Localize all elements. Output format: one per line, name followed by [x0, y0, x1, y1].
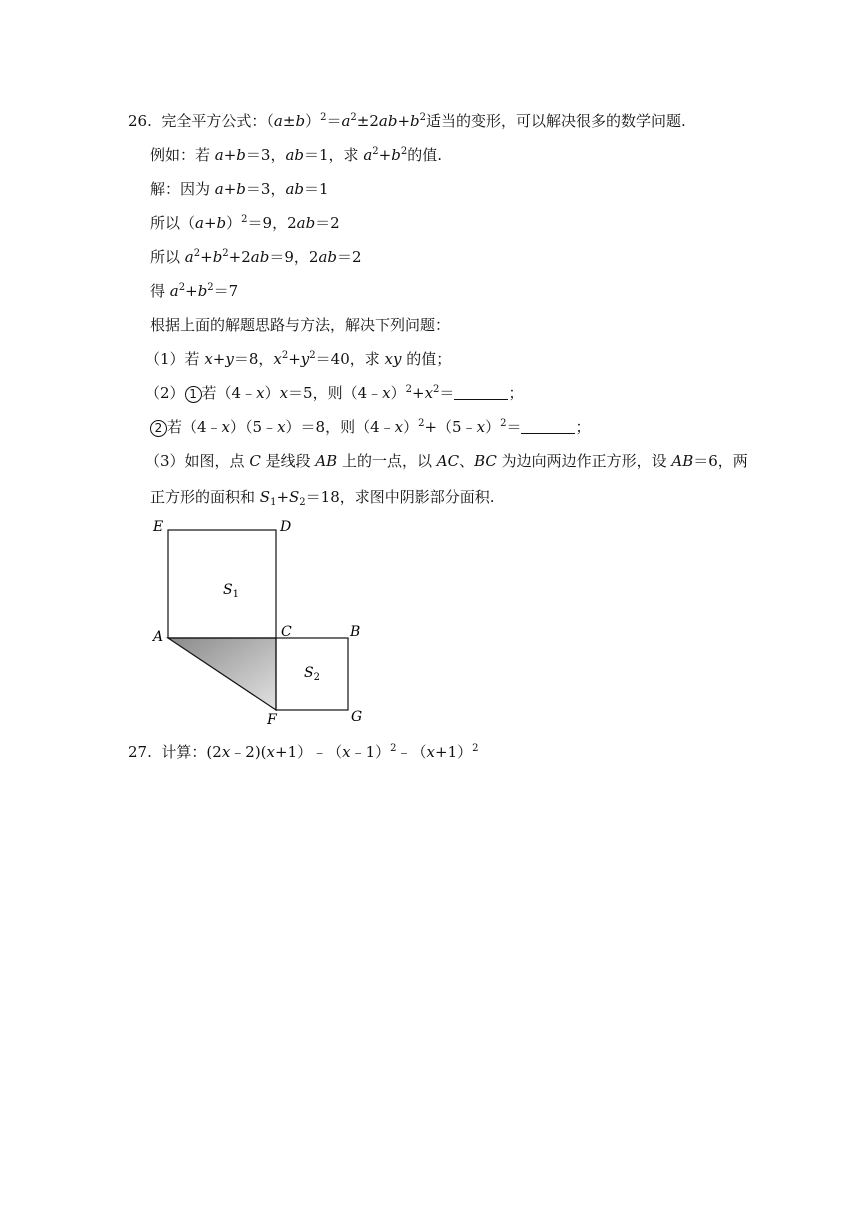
question-number: 27. [128, 743, 152, 761]
label-F: F [267, 712, 277, 728]
label-S1: $S_1$ [223, 582, 239, 600]
example-line-4: 所以 $a^2+b^2+2ab=9$，2ab＝2 [150, 248, 362, 266]
answer-blank-1[interactable] [454, 385, 508, 400]
circled-number-2: 2 [150, 420, 167, 437]
example-line-3: 所以$(a+b)^2=9$，2ab＝2 [150, 214, 340, 232]
example-line-2: 解：因为 a+b＝3，ab＝1 [150, 180, 329, 198]
part-2-1: （2） 1 若（4﹣x）x＝5，则$(4﹣x)^2+x^2=$ ； [145, 384, 524, 402]
square-s1 [168, 530, 276, 638]
part-3-line-2: 正方形的面积和 $S_1+S_2=18$，求图中阴影部分面积. [150, 488, 495, 508]
geometry-figure [140, 510, 380, 735]
q27: 27. 计算：$(2x﹣2)(x+1)﹣(x﹣1)^2﹣(x+1)^2$ [128, 743, 479, 761]
circled-number-1: 1 [185, 386, 202, 403]
part-1: （1）若 x+y＝8，$x^2+y^2=40$，求 xy 的值； [145, 350, 452, 368]
label-B: B [350, 624, 361, 640]
label-A: A [153, 629, 164, 645]
shaded-triangle [168, 638, 276, 710]
label-E: E [153, 519, 164, 535]
example-line-1: 例如：若 a+b＝3，ab＝1，求 $a^2+b^2$的值. [150, 146, 442, 164]
label-D: D [280, 519, 292, 535]
part-3-line-1: （3）如图，点 C 是线段 AB 上的一点，以 AC、BC 为边向两边作正方形，设 AB＝6，两 [145, 452, 748, 470]
question-number: 26. [128, 112, 152, 130]
part-2-2: 2 若（4﹣x）（5﹣x）＝8，则（4﹣x）$^2$+（5﹣x）$^2$＝ ； [150, 417, 591, 437]
answer-blank-2[interactable] [521, 419, 575, 434]
instruction: 根据上面的解题思路与方法，解决下列问题： [150, 316, 451, 334]
label-G: G [351, 709, 363, 725]
label-S2: $S_2$ [304, 665, 320, 683]
q26-intro: 26. 完全平方公式：$(a\pm b)^2=a^2\pm 2ab+b^2$适当的变形，可以解决很多的数学问题. [128, 112, 686, 130]
label-C: C [281, 624, 292, 640]
example-line-5: 得 $a^2+b^2=7$ [150, 282, 239, 300]
